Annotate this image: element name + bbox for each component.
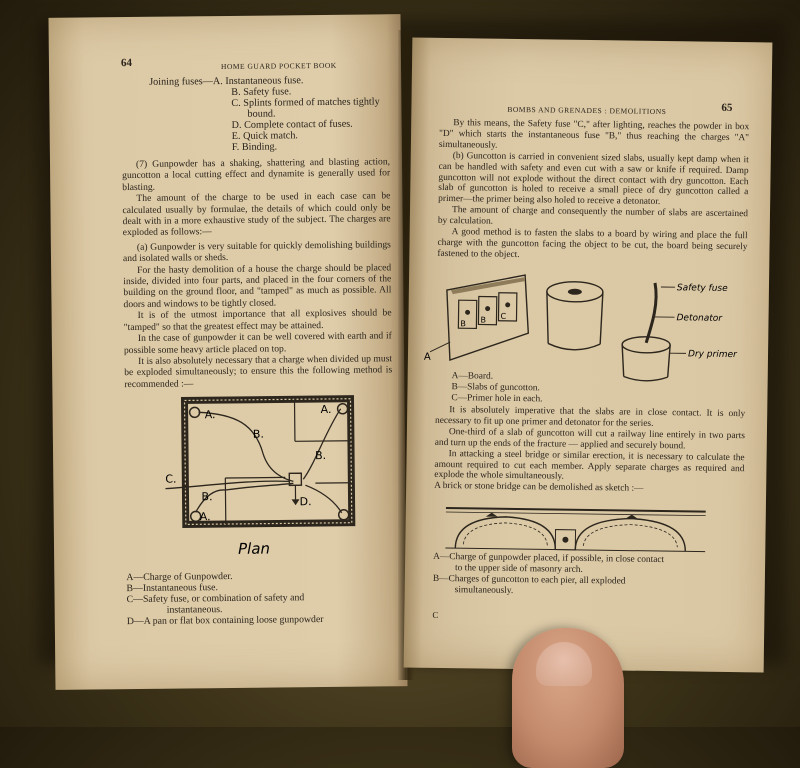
joining-item: C. Splints formed of matches tightly <box>149 96 407 110</box>
bridge-legend <box>433 552 744 600</box>
legend-item: A—Charge of gunpowder placed, if possible, in close contact <box>433 552 743 567</box>
slab-legend <box>451 371 651 407</box>
plan-label-b: B. <box>315 449 326 462</box>
paragraph: It is of the utmost importance that all explosives should be "tamped" so that the greatest effect may be attained. <box>124 308 392 334</box>
safety-fuse-label: Safety fuse <box>677 283 728 294</box>
plan-label-d: D. <box>300 495 312 508</box>
detonator-label: Detonator <box>676 313 723 324</box>
paragraph: The amount of charge and consequently the number of slabs are ascertained by calculation. <box>438 205 748 231</box>
slab-label-b: B <box>480 315 486 324</box>
legend-item: B—Slabs of guncotton. <box>451 382 651 396</box>
right-body-text-bottom <box>434 405 745 497</box>
guncotton-slab-diagram <box>424 270 746 384</box>
joining-item: B. Safety fuse. <box>149 85 407 99</box>
legend-item: C—Safety fuse, or combination of safety and <box>127 591 397 605</box>
running-head-right: BOMBS AND GRENADES : DEMOLITIONS <box>507 105 666 116</box>
plan-label-c: C. <box>165 473 176 486</box>
paragraph: The amount of the charge to be used in each case can be calculated usually by formulae, the details of which could only be dealt with in a more exhaustive study of the subject. The charges are exploded as follows:— <box>122 191 390 239</box>
joining-intro: Joining fuses—A. Instantaneous fuse. <box>149 74 407 88</box>
dry-primer-label: Dry primer <box>688 349 738 360</box>
slab-label-b: B <box>460 319 466 328</box>
legend-item: B—Charges of guncotton to each pier, all exploded <box>433 574 743 589</box>
running-head-left: HOME GUARD POCKET BOOK <box>221 61 337 71</box>
paragraph: In the case of gunpowder it can be well covered with earth and if possible some heavy article placed on top. <box>124 330 392 356</box>
plan-label-b: B. <box>201 490 212 503</box>
paragraph: By this means, the Safety fuse "C," after lighting, reaches the powder in box "D" which starts the instantaneous fuse "B," thus reaching the charges "A" simultaneously. <box>439 118 749 155</box>
left-page <box>48 14 407 690</box>
slab-label-a: A <box>424 352 431 363</box>
plan-label-a: A. <box>205 408 216 421</box>
legend-item: A—Board. <box>452 371 652 385</box>
page-number-right: 65 <box>721 102 732 114</box>
slab-label-c: C <box>500 312 506 321</box>
legend-item: B—Instantaneous fuse. <box>126 580 396 594</box>
paragraph: (7) Gunpowder has a shaking, shattering and blasting action, guncotton a local cutting effect and dynamite is generally used for blasting. <box>122 156 390 193</box>
paragraph: One-third of a slab of guncotton will cut a railway line entirely in two parts and turn up the ends of the fracture — applied and securely bound. <box>435 427 745 453</box>
paragraph: (a) Gunpowder is very suitable for quickly demolishing buildings and isolated walls or sheds. <box>123 239 391 265</box>
joining-item: bound. <box>149 107 407 121</box>
paragraph: A brick or stone bridge can be demolished as sketch :— <box>434 481 744 496</box>
plan-caption: Plan <box>238 540 270 558</box>
bridge-sketch <box>445 498 706 554</box>
paragraph: In attacking a steel bridge or similar erection, it is necessary to calculate the amount required to cut each member. Apply separate charges as required and explode the whole simultaneously. <box>434 448 744 485</box>
legend-item: C—Primer hole in each. <box>451 393 651 407</box>
right-page <box>404 38 773 673</box>
left-body-text <box>122 156 392 390</box>
paragraph: It is also absolutely necessary that a charge when divided up must be exploded simultaneously; to ensure this the following method is recommended :— <box>124 353 392 390</box>
paragraph: For the hasty demolition of a house the charge should be placed inside, divided into four parts, and placed in the four corners of the building on the ground floor, and "tamped" as much as possible. All doors and windows to be tightly closed. <box>123 262 391 310</box>
plan-label-b: B. <box>253 428 264 441</box>
joining-item: F. Binding. <box>150 140 408 154</box>
page-number-left: 64 <box>121 57 132 69</box>
paragraph: (b) Guncotton is carried in convenient sized slabs, usually kept damp when it can be handled with safety and even cut with a saw or knife if required. Damp guncotton will not explode without the direct contact with dry guncotton. Each slab of guncotton is holed to receive a small piece of dry guncotton called a primer—the primer being also holed to receive a detonator. <box>438 151 749 210</box>
joining-item: D. Complete contact of fuses. <box>150 118 408 132</box>
paragraph: A good method is to fasten the slabs to a board by wiring and place the full charge with the guncotton facing the object to be cut, the board being securely fastened to the object. <box>437 227 747 264</box>
legend-item: to the upper side of masonry arch. <box>433 563 743 578</box>
signature-mark: C <box>432 610 438 620</box>
joining-fuses-list <box>149 74 407 154</box>
paragraph: It is absolutely imperative that the slabs are in close contact. It is only necessary to fit up one primer and detonator for the series. <box>435 405 745 431</box>
plan-label-a: A. <box>200 510 211 523</box>
legend-item: D—A pan or flat box containing loose gunpowder <box>127 613 397 627</box>
legend-item: A—Charge of Gunpowder. <box>126 569 396 583</box>
plan-diagram <box>164 392 376 564</box>
right-body-text-top <box>437 118 749 264</box>
legend-item: simultaneously. <box>433 585 743 600</box>
legend-item: instantaneous. <box>127 602 397 616</box>
plan-label-a: A. <box>321 403 332 416</box>
joining-item: E. Quick match. <box>150 129 408 143</box>
plan-legend <box>126 569 397 627</box>
